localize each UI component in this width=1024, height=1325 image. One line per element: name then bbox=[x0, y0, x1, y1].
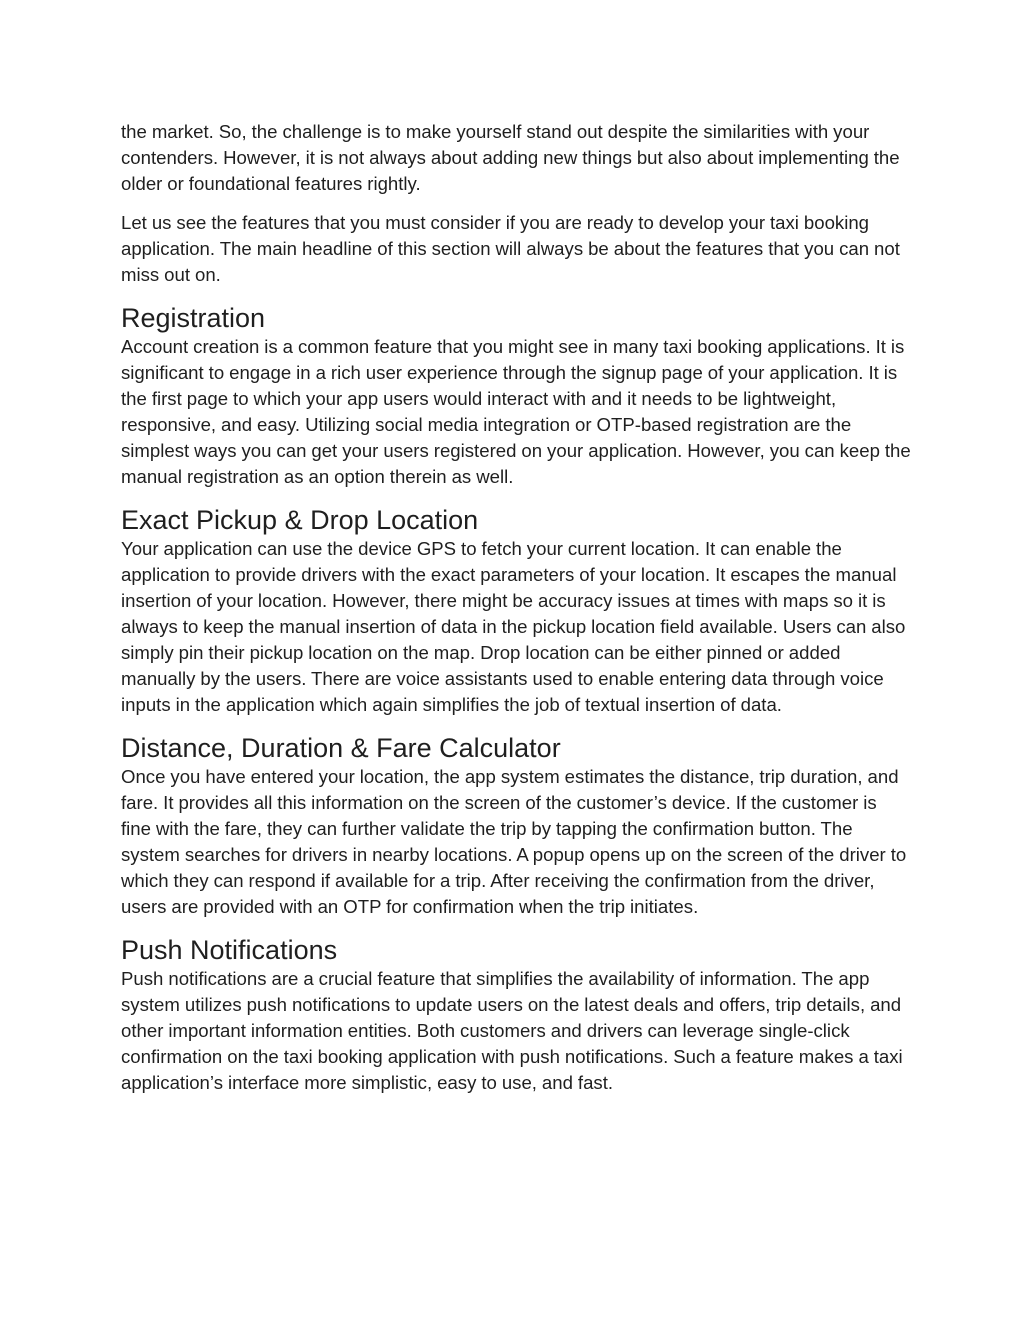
section-heading-push-notifications: Push Notifications bbox=[121, 935, 338, 965]
intro-paragraph-1: the market. So, the challenge is to make yourself stand out despite the similarities with your contenders. However, it is not always about adding new things but also about implementing the older or foundational features rightly. bbox=[121, 121, 900, 194]
section-body-registration: Account creation is a common feature that you might see in many taxi booking applications. It is significant to engage in a rich user experience through the signup page of your application. It is the first page to which your app users would interact with and it needs to be lightweight, responsive, and easy. Utilizing social media integration or OTP-based registration are the simplest ways you can get your users registered on your application. However, you can keep the manual registration as an option therein as well. bbox=[121, 336, 911, 487]
section-heading-registration: Registration bbox=[121, 303, 266, 333]
section-heading-fare-calculator: Distance, Duration & Fare Calculator bbox=[121, 733, 561, 763]
section-heading-pickup-drop: Exact Pickup & Drop Location bbox=[121, 505, 479, 535]
section-body-pickup-drop: Your application can use the device GPS to fetch your current location. It can enable the application to provide drivers with the exact parameters of your location. It escapes the manual insertion of your location. However, there might be accuracy issues at times with maps so it is always to keep the manual insertion of data in the pickup location field available. Users can also simply pin their pickup location on the map. Drop location can be either pinned or added manually by the users. There are voice assistants used to enable entering data through voice inputs in the application which again simplifies the job of textual insertion of data. bbox=[121, 538, 906, 715]
section-body-fare-calculator: Once you have entered your location, the app system estimates the distance, trip duration, and fare. It provides all this information on the screen of the customer’s device. If the customer is fine with the fare, they can further validate the trip by tapping the confirmation button. The system searches for drivers in nearby locations. A popup opens up on the screen of the driver to which they can respond if available for a trip. After receiving the confirmation from the driver, users are provided with an OTP for confirmation when the trip initiates. bbox=[121, 766, 907, 917]
intro-paragraph-2: Let us see the features that you must consider if you are ready to develop your taxi booking application. The main headline of this section will always be about the features that you can not miss out on. bbox=[121, 212, 900, 285]
section-body-push-notifications: Push notifications are a crucial feature that simplifies the availability of information. The app system utilizes push notifications to update users on the latest deals and offers, trip details, and other important information entities. Both customers and drivers can leverage single-click confirmation on the taxi booking application with push notifications. Such a feature makes a taxi application’s interface more simplistic, easy to use, and fast. bbox=[121, 968, 903, 1093]
document-page bbox=[121, 119, 911, 1096]
